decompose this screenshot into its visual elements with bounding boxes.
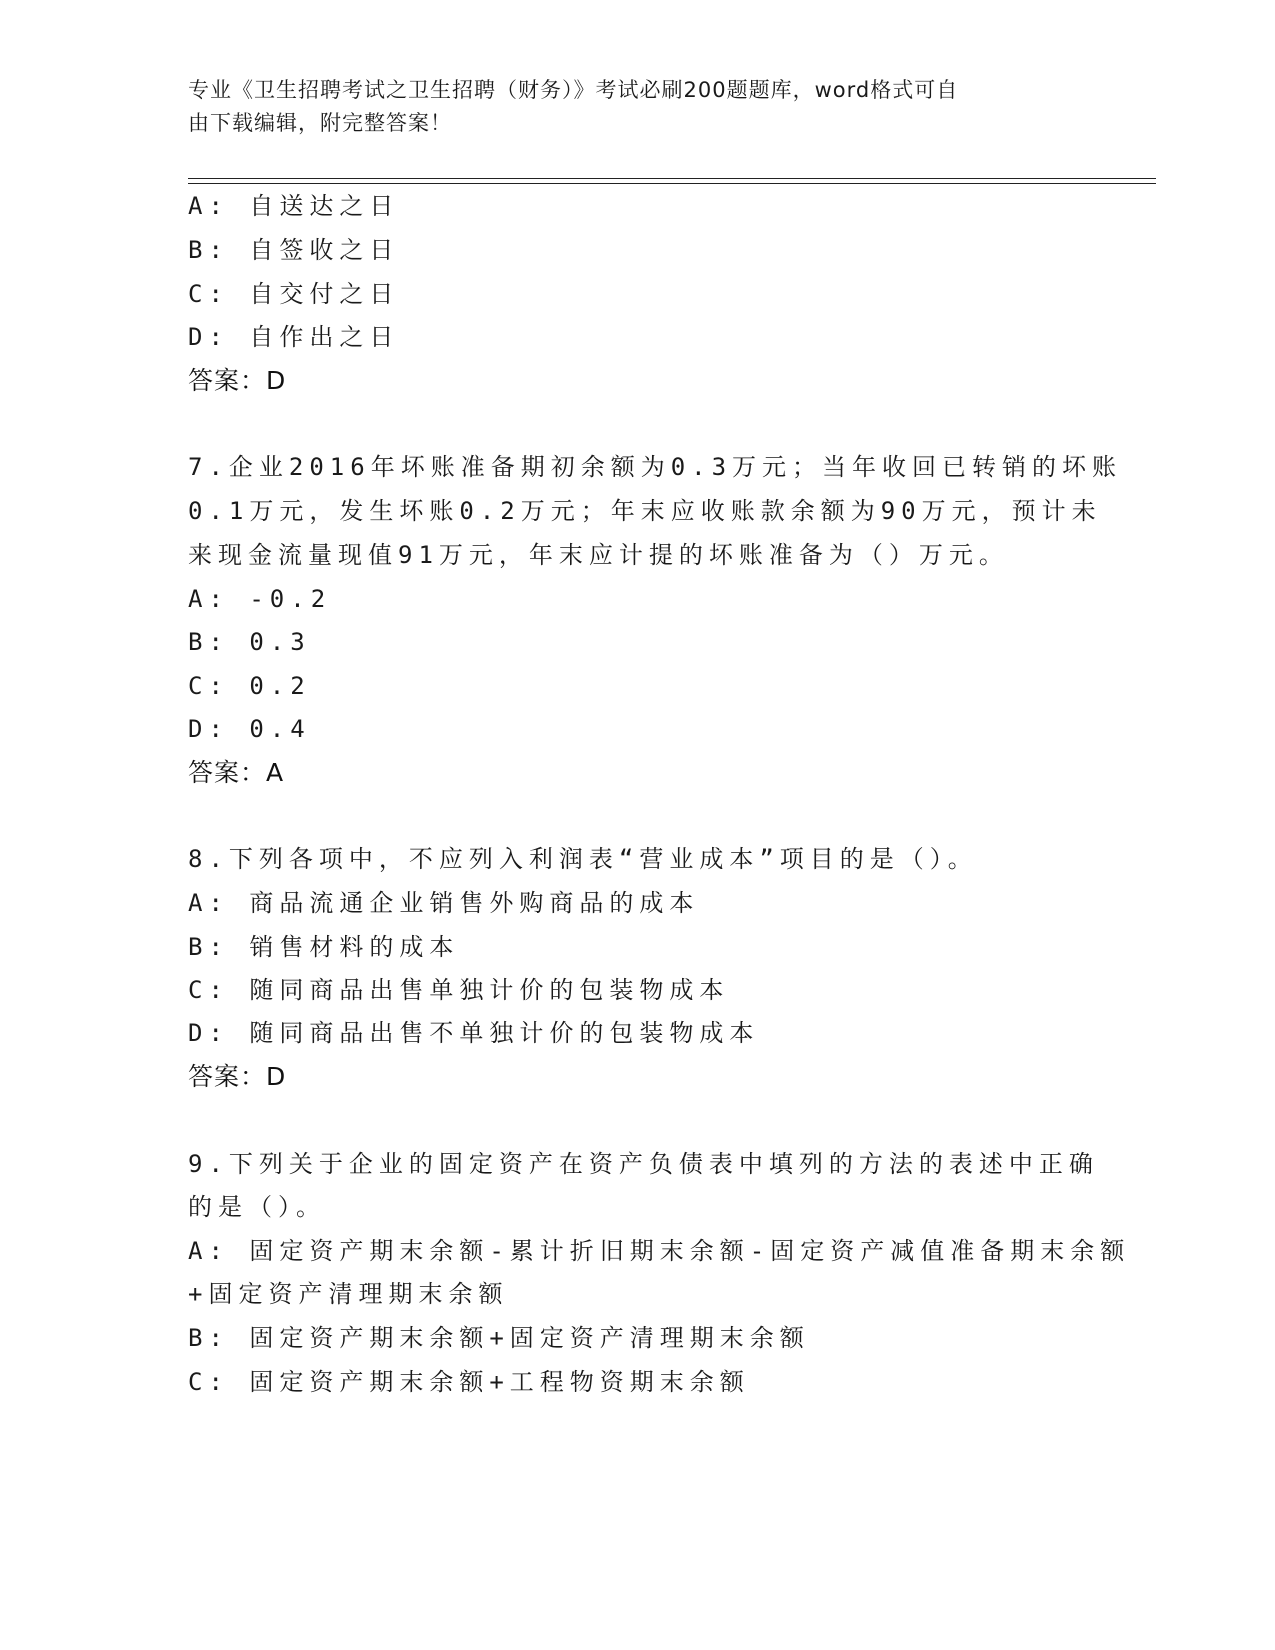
q8-option-d: D: 随同商品出售不单独计价的包装物成本 — [188, 1019, 760, 1047]
q6-answer: 答案：D — [188, 366, 287, 395]
q8-option-a: A: 商品流通企业销售外购商品的成本 — [188, 889, 700, 917]
q9-option-b: B: 固定资产期末余额+固定资产清理期末余额 — [188, 1324, 810, 1352]
q6-option-b: B: 自签收之日 — [188, 236, 400, 264]
q6-option-a: A: 自送达之日 — [188, 192, 400, 220]
q9-stem-line-2: 的是（）。 — [188, 1193, 326, 1221]
q7-option-c: C: 0.2 — [188, 672, 311, 700]
q7-option-a: A: -0.2 — [188, 585, 332, 613]
header-line-1: 专业《卫生招聘考试之卫生招聘（财务）》考试必刷200题题库，word格式可自 — [188, 78, 959, 102]
header-line-2: 由下载编辑，附完整答案！ — [188, 111, 452, 135]
header-divider-bottom — [188, 183, 1156, 184]
q6-option-d: D: 自作出之日 — [188, 323, 400, 351]
q9-option-a-continued: +固定资产清理期末余额 — [188, 1280, 509, 1308]
q8-answer: 答案：D — [188, 1062, 287, 1091]
q9-stem-line-1: 9.下列关于企业的固定资产在资产负债表中填列的方法的表述中正确 — [188, 1150, 1099, 1178]
q9-option-c: C: 固定资产期末余额+工程物资期末余额 — [188, 1368, 750, 1396]
q7-option-b: B: 0.3 — [188, 628, 311, 656]
q7-stem-line-3: 来现金流量现值91万元，年末应计提的坏账准备为（）万元。 — [188, 541, 1009, 569]
q7-answer: 答案：A — [188, 758, 285, 787]
q8-stem-line-1: 8.下列各项中，不应列入利润表“营业成本”项目的是（）。 — [188, 845, 978, 873]
q9-option-a: A: 固定资产期末余额-累计折旧期末余额-固定资产减值准备期末余额 — [188, 1237, 1131, 1265]
q7-stem-line-2: 0.1万元，发生坏账0.2万元；年末应收账款余额为90万元，预计未 — [188, 497, 1102, 525]
header-divider-top — [188, 178, 1156, 179]
q7-option-d: D: 0.4 — [188, 715, 311, 743]
q7-stem-line-1: 7.企业2016年坏账准备期初余额为0.3万元；当年收回已转销的坏账 — [188, 453, 1123, 481]
q8-option-b: B: 销售材料的成本 — [188, 933, 460, 961]
q6-option-c: C: 自交付之日 — [188, 280, 400, 308]
document-header — [188, 74, 1088, 140]
q8-option-c: C: 随同商品出售单独计价的包装物成本 — [188, 976, 730, 1004]
